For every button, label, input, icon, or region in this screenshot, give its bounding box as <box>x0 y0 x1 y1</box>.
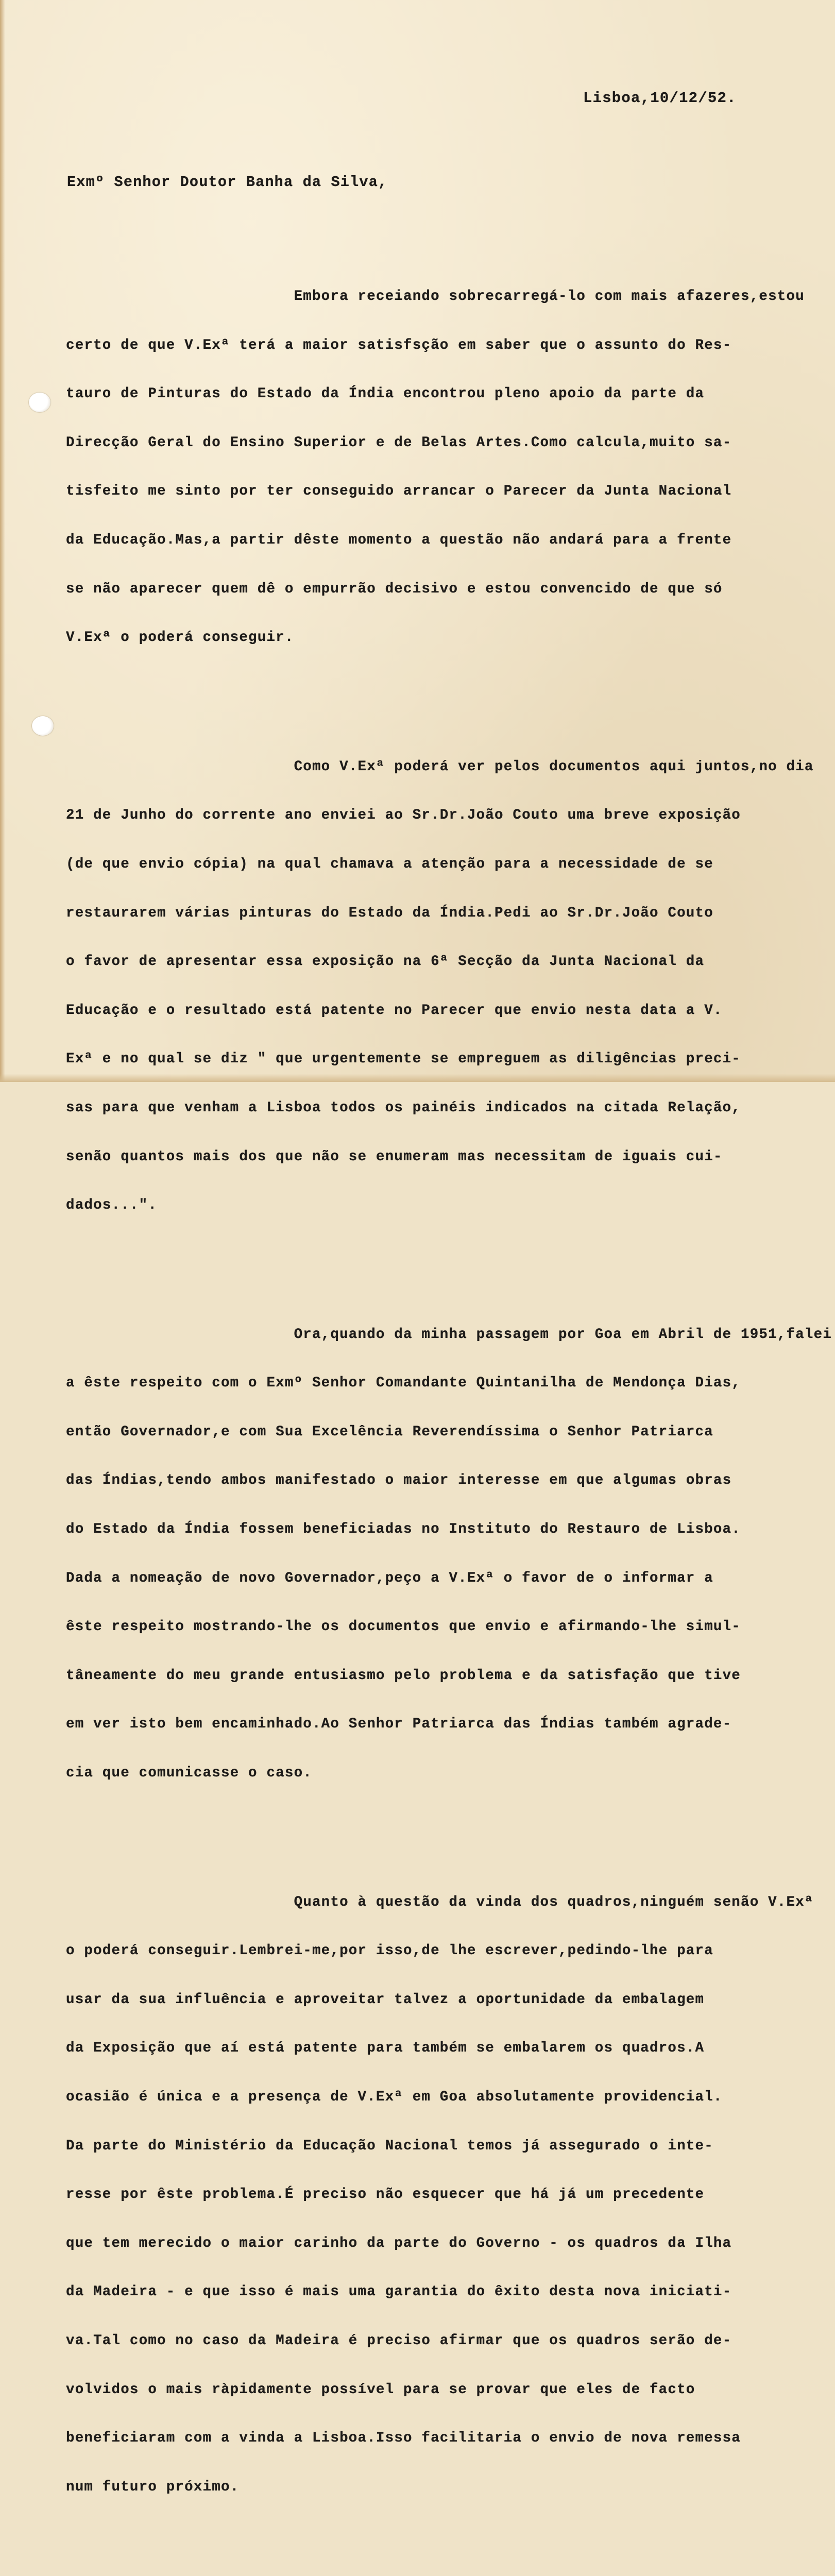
text-line: num futuro próximo. <box>66 2479 240 2495</box>
text-line: se não aparecer quem dê o empurrão decisivo e estou convencido de que só <box>66 581 723 597</box>
text-line: sas para que venham a Lisboa todos os painéis indicados na citada Relação, <box>66 1099 741 1116</box>
text-line: va.Tal como no caso da Madeira é preciso afirmar que os quadros serão de- <box>66 2332 732 2349</box>
text-line: que tem merecido o maior carinho da parte do Governo - os quadros da Ilha <box>66 2235 732 2251</box>
text-line: Como V.Exª poderá ver pelos documentos aqui juntos,no dia <box>66 758 814 775</box>
text-line: tâneamente do meu grande entusiasmo pelo problema e da satisfação que tive <box>66 1667 741 1684</box>
paper-edge-shadow <box>0 0 5 1082</box>
punch-hole <box>32 716 54 736</box>
text-line: então Governador,e com Sua Excelência Reverendíssima o Senhor Patriarca <box>66 1423 713 1440</box>
text-line: tauro de Pinturas do Estado da Índia encontrou pleno apoio da parte da <box>66 386 705 402</box>
text-line: dados...". <box>66 1197 158 1214</box>
text-line: tisfeito me sinto por ter conseguido arrancar o Parecer da Junta Nacional <box>66 483 732 500</box>
text-line: Da parte do Ministério da Educação Nacional temos já assegurado o inte- <box>66 2138 713 2154</box>
text-line: êste respeito mostrando-lhe os documentos que envio e afirmando-lhe simul- <box>66 1619 741 1635</box>
text-line: da Madeira - e que isso é mais uma garantia do êxito desta nova iniciati- <box>66 2284 732 2300</box>
text-line: cia que comunicasse o caso. <box>66 1765 312 1782</box>
text-line: V.Exª o poderá conseguir. <box>66 630 294 646</box>
paragraph-1 <box>66 257 823 679</box>
paragraph-2 <box>66 727 823 1246</box>
text-line: beneficiaram com a vinda a Lisboa.Isso facilitaria o envio de nova remessa <box>66 2430 741 2447</box>
text-line: resse por êste problema.É preciso não esquecer que há já um precedente <box>66 2187 705 2203</box>
text-line: Educação e o resultado está patente no Parecer que envio nesta data a V. <box>66 1002 723 1019</box>
text-line: certo de que V.Exª terá a maior satisfsção em saber que o assunto do Res- <box>66 337 732 353</box>
text-line: restaurarem várias pinturas do Estado da Índia.Pedi ao Sr.Dr.João Couto <box>66 905 713 921</box>
text-line: o poderá conseguir.Lembrei-me,por isso,de lhe escrever,pedindo-lhe para <box>66 1943 713 1959</box>
text-line: em ver isto bem encaminhado.Ao Senhor Patriarca das Índias também agrade- <box>66 1716 732 1733</box>
punch-hole <box>29 393 50 412</box>
text-line: o favor de apresentar essa exposição na 6ª Secção da Junta Nacional da <box>66 954 705 970</box>
text-line: usar da sua influência e aproveitar talvez a oportunidade da embalagem <box>66 1991 705 2008</box>
paragraph-4 <box>66 1862 823 2528</box>
letter-salutation: Exmº Senhor Doutor Banha da Silva, <box>67 174 388 191</box>
text-line: das Índias,tendo ambos manifestado o maior interesse em que algumas obras <box>66 1472 732 1489</box>
letter-date: Lisboa,10/12/52. <box>583 90 737 107</box>
letter-body <box>66 225 832 2576</box>
text-line: Dada a nomeação de novo Governador,peço a V.Exª o favor de o informar a <box>66 1570 713 1586</box>
text-line: a êste respeito com o Exmº Senhor Comandante Quintanilha de Mendonça Dias, <box>66 1375 741 1392</box>
text-line: ocasião é única e a presença de V.Exª em Goa absolutamente providencial. <box>66 2089 723 2105</box>
text-line: Embora receiando sobrecarregá-lo com mais afazeres,estou <box>66 289 805 304</box>
text-line: Ora,quando da minha passagem por Goa em Abril de 1951,falei <box>66 1326 832 1343</box>
text-line: Direcção Geral do Ensino Superior e de Belas Artes.Como calcula,muito sa- <box>66 434 732 451</box>
text-line: (de que envio cópia) na qual chamava a atenção para a necessidade de se <box>66 856 713 872</box>
text-line: Exª e no qual se diz " que urgentemente se empreguem as diligências preci- <box>66 1051 741 1067</box>
text-line: 21 de Junho do corrente ano enviei ao Sr.Dr.João Couto uma breve exposição <box>66 807 741 824</box>
text-line: da Educação.Mas,a partir dêste momento a questão não andará para a frente <box>66 532 732 548</box>
text-line: do Estado da Índia fossem beneficiadas no Instituto do Restauro de Lisboa. <box>66 1521 741 1538</box>
text-line: volvidos o mais ràpidamente possível para se provar que eles de facto <box>66 2381 695 2398</box>
paragraph-3 <box>66 1295 832 1814</box>
text-line: senão quantos mais dos que não se enumeram mas necessitam de iguais cui- <box>66 1148 723 1165</box>
text-line: da Exposição que aí está patente para também se embalarem os quadros.A <box>66 2040 705 2057</box>
text-line: Quanto à questão da vinda dos quadros,ninguém senão V.Exª <box>66 1894 814 1910</box>
